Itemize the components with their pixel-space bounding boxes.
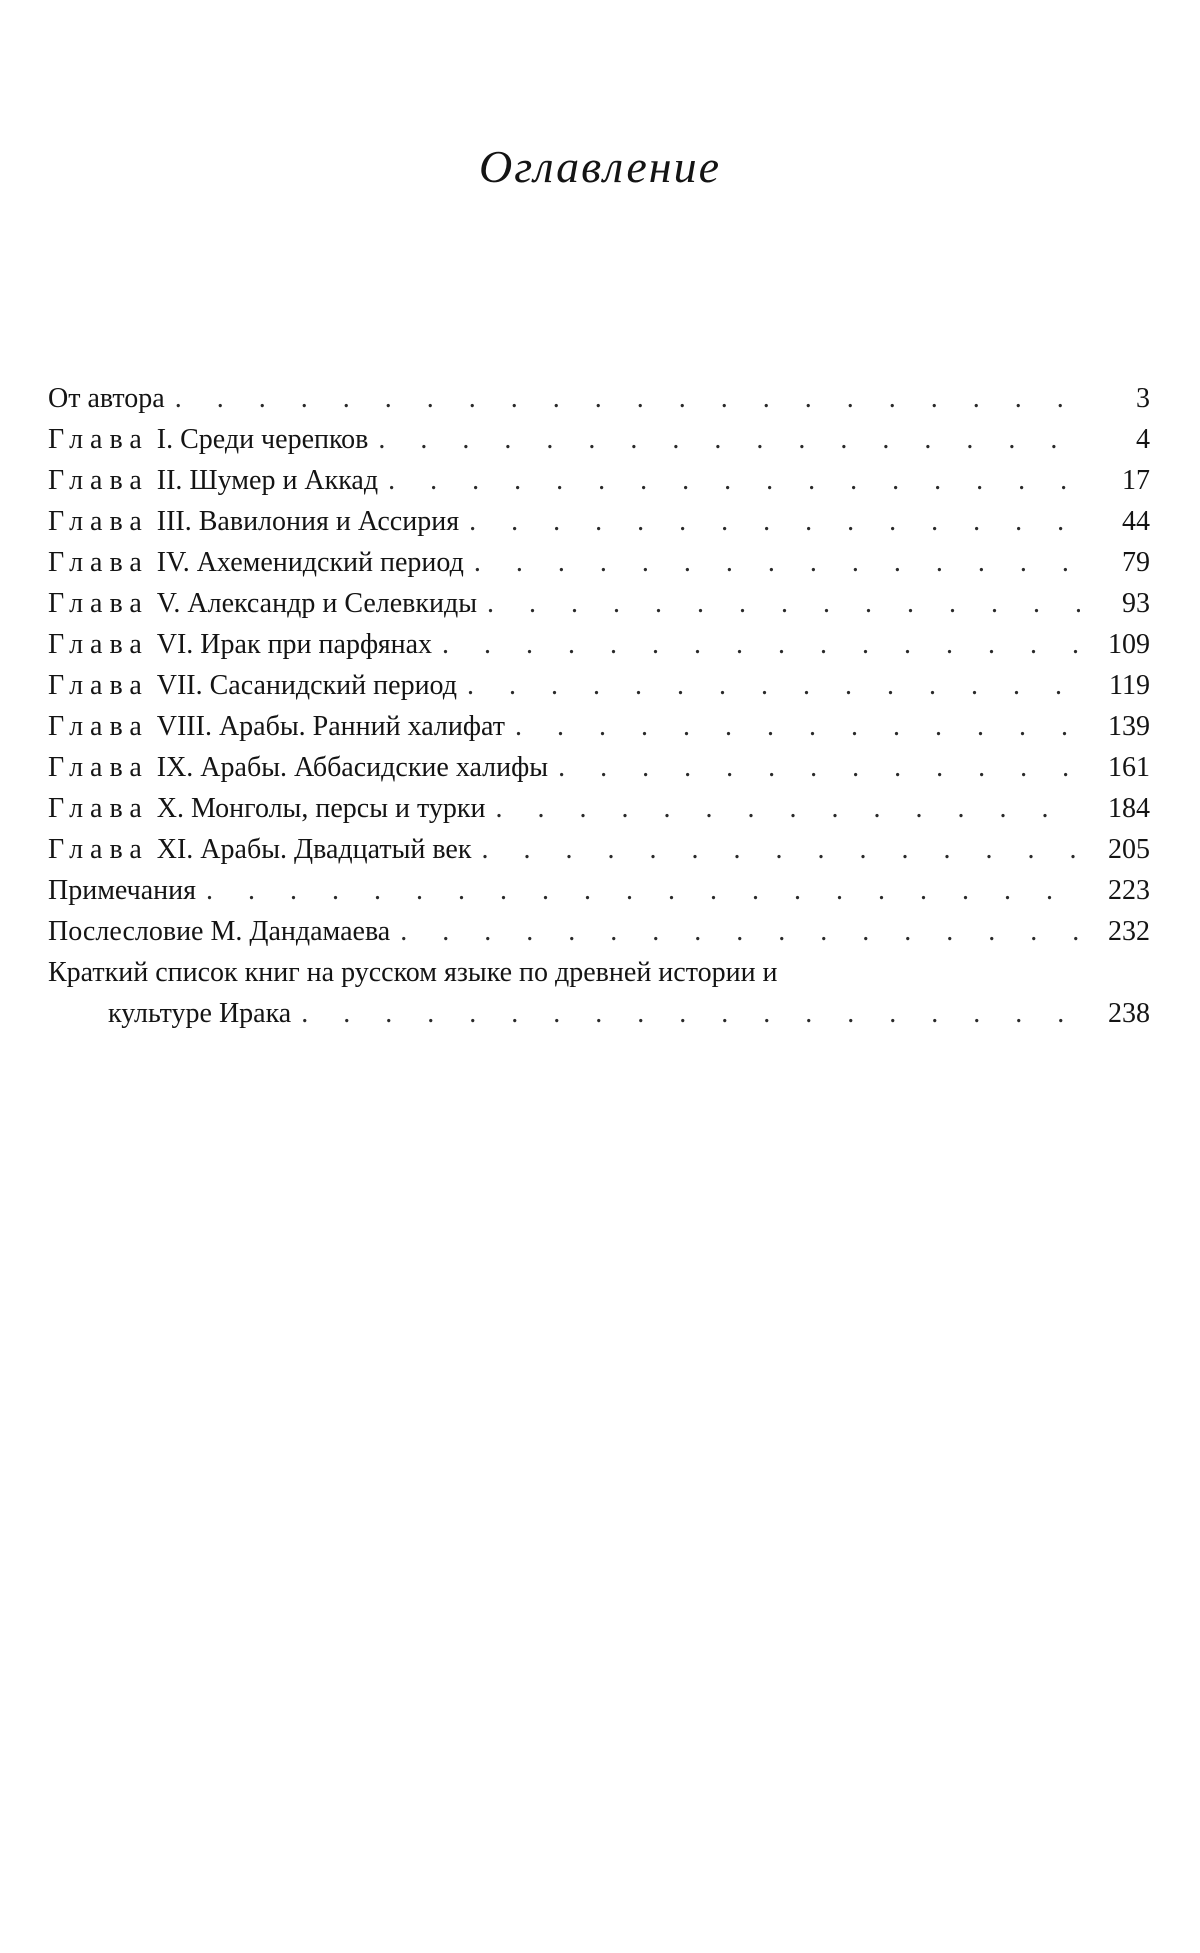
toc-entry-title: IX. Арабы. Аббасидские халифы (156, 752, 549, 783)
toc-entry-title-line-1: Краткий список книг на русском языке по древней истории и (48, 957, 778, 988)
toc-entry-preface (48, 378, 1150, 419)
toc-entry-title: XI. Арабы. Двадцатый век (156, 834, 472, 865)
toc-entry-afterword (48, 911, 1150, 952)
toc-page-number: 232 (1108, 916, 1150, 947)
dot-leader (301, 993, 1080, 1034)
toc-page-number: 184 (1108, 793, 1150, 824)
toc-page-number: 205 (1108, 834, 1150, 865)
toc-entry-title: X. Монголы, персы и турки (156, 793, 486, 824)
dot-leader (495, 788, 1080, 829)
dot-leader (487, 583, 1080, 624)
dot-leader (515, 706, 1080, 747)
toc-page-number: 93 (1122, 588, 1150, 619)
dot-leader (474, 542, 1080, 583)
toc-page-number: 4 (1136, 424, 1150, 455)
dot-leader (442, 624, 1080, 665)
toc-entry-title: VIII. Арабы. Ранний халифат (156, 711, 505, 742)
toc-entry-title: V. Александр и Селевкиды (156, 588, 478, 619)
chapter-prefix: Глава (48, 793, 149, 824)
toc-entry-second-line (48, 993, 1150, 1034)
toc-entry-chapter-4 (48, 542, 1150, 583)
toc-entry-chapter-2 (48, 460, 1150, 501)
toc-entry-chapter-3 (48, 501, 1150, 542)
toc-entry-title-line-2: культуре Ирака (108, 998, 292, 1029)
chapter-prefix: Глава (48, 711, 149, 742)
toc-entry-title: VI. Ирак при парфянах (156, 629, 433, 660)
toc-page-number: 119 (1109, 670, 1150, 701)
toc-page-number: 79 (1122, 547, 1150, 578)
dot-leader (467, 665, 1080, 706)
toc-page-number: 161 (1108, 752, 1150, 783)
dot-leader (469, 501, 1080, 542)
toc-page-number: 238 (1108, 998, 1150, 1029)
chapter-prefix: Глава (48, 547, 149, 578)
dot-leader (388, 460, 1080, 501)
table-of-contents (48, 378, 1150, 1034)
toc-entry-chapter-7 (48, 665, 1150, 706)
toc-page-number: 44 (1122, 506, 1150, 537)
toc-page-number: 223 (1108, 875, 1150, 906)
toc-page-number: 17 (1122, 465, 1150, 496)
toc-entry-title: Послесловие М. Дандамаева (48, 916, 391, 947)
toc-entry-chapter-8 (48, 706, 1150, 747)
dot-leader (400, 911, 1080, 952)
toc-entry-title: От автора (48, 383, 165, 414)
toc-entry-title: I. Среди черепков (156, 424, 369, 455)
chapter-prefix: Глава (48, 670, 149, 701)
toc-entry-title: II. Шумер и Аккад (156, 465, 379, 496)
chapter-prefix: Глава (48, 752, 149, 783)
toc-entry-notes (48, 870, 1150, 911)
chapter-prefix: Глава (48, 424, 149, 455)
toc-entry-chapter-1 (48, 419, 1150, 460)
page-title: Оглавление (478, 141, 721, 192)
toc-page-number: 109 (1108, 629, 1150, 660)
toc-entry-chapter-10 (48, 788, 1150, 829)
toc-page-number: 3 (1136, 383, 1150, 414)
toc-entry-title: IV. Ахеменидский период (156, 547, 464, 578)
toc-entry-chapter-11 (48, 829, 1150, 870)
dot-leader (378, 419, 1080, 460)
dot-leader (206, 870, 1080, 911)
chapter-prefix: Глава (48, 465, 149, 496)
dot-leader (558, 747, 1080, 788)
toc-entry-bibliography (48, 952, 1150, 1034)
chapter-prefix: Глава (48, 506, 149, 537)
chapter-prefix: Глава (48, 834, 149, 865)
toc-entry-title: VII. Сасанидский период (156, 670, 457, 701)
chapter-prefix: Глава (48, 588, 149, 619)
toc-entry-chapter-5 (48, 583, 1150, 624)
toc-entry-title: Примечания (48, 875, 197, 906)
toc-entry-chapter-6 (48, 624, 1150, 665)
toc-page-number: 139 (1108, 711, 1150, 742)
toc-entry-chapter-9 (48, 747, 1150, 788)
toc-entry-title: III. Вавилония и Ассирия (156, 506, 460, 537)
chapter-prefix: Глава (48, 629, 149, 660)
dot-leader (175, 378, 1080, 419)
dot-leader (481, 829, 1080, 870)
